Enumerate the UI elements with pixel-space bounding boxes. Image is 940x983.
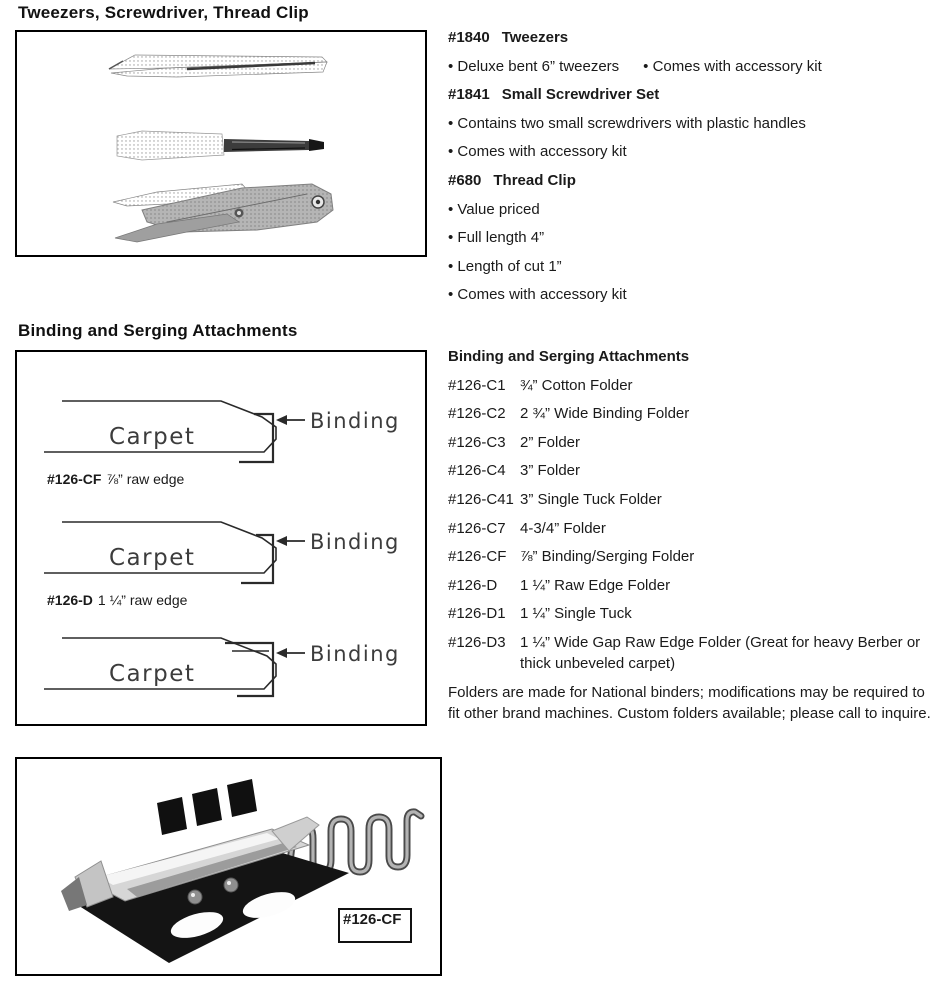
folders-note: Folders are made for National binders; modifications may be required to fit other brand machines. Custom folders available; please call to inquire.	[448, 683, 931, 723]
carpet-label: Carpet	[109, 545, 196, 571]
diagram-caption-code: #126-CF	[47, 471, 102, 487]
product-bullet: • Comes with accessory kit	[643, 57, 822, 75]
product-code: #680	[448, 171, 482, 189]
arrow-left-icon	[276, 536, 287, 546]
list-item	[448, 375, 934, 396]
screw-glint	[227, 881, 231, 885]
list-item	[448, 432, 934, 453]
product-code: #1840	[448, 29, 490, 46]
product-heading	[448, 84, 934, 105]
carpet-label: Carpet	[109, 424, 196, 450]
binding-list-heading: Binding and Serging Attachments	[448, 348, 690, 365]
product-bullet: • Contains two small screwdrivers with plastic handles	[448, 114, 806, 132]
folder-photo-box	[15, 757, 442, 976]
carpet-binding-diagram	[29, 389, 423, 469]
binding-label: Binding	[310, 530, 400, 554]
photo-part-label	[338, 908, 412, 943]
item-desc: ¾” Cotton Folder	[520, 376, 633, 394]
item-code: #126-D1	[448, 605, 506, 623]
product-bullet: • Deluxe bent 6” tweezers	[448, 57, 620, 75]
diagram-126-cf	[29, 389, 423, 487]
list-item	[448, 632, 934, 674]
product-bullet: • Comes with accessory kit	[448, 286, 627, 304]
binding-label: Binding	[310, 642, 400, 666]
list-item	[448, 575, 934, 596]
product-name: Tweezers	[501, 29, 569, 46]
item-code: #126-CF	[448, 548, 507, 566]
binding-list	[448, 346, 934, 725]
screw	[188, 890, 202, 904]
diagram-caption-code: #126-D	[47, 592, 93, 608]
product-name: Thread Clip	[493, 171, 576, 189]
arrow-left-icon	[276, 648, 287, 658]
item-desc: 3” Single Tuck Folder	[520, 490, 662, 508]
diagram-single-tuck	[29, 626, 423, 706]
photo-part-label-text: #126-CF	[343, 911, 402, 928]
folder-tab	[227, 779, 257, 817]
arrow-left-icon	[276, 415, 287, 425]
diagram-126-d	[29, 510, 423, 608]
item-desc: 1 ¼” Single Tuck	[520, 605, 632, 623]
item-code: #126-D	[448, 576, 498, 594]
product-bullet: • Length of cut 1”	[448, 257, 562, 275]
folder-tab	[157, 797, 187, 835]
diagram-caption-text: 1 ¼” raw edge	[97, 592, 188, 608]
item-desc: 2” Folder	[520, 433, 581, 451]
binding-label: Binding	[310, 409, 400, 433]
item-desc: 2 ¾” Wide Binding Folder	[520, 405, 690, 423]
diagram-caption-text: ⅞” raw edge	[106, 471, 185, 487]
carpet-label: Carpet	[109, 661, 196, 687]
item-code: #126-C2	[448, 405, 506, 423]
item-code: #126-C3	[448, 433, 506, 451]
item-code: #126-C7	[448, 519, 506, 537]
carpet-binding-diagram	[29, 510, 423, 590]
product-bullet: • Value priced	[448, 200, 540, 218]
item-code: #126-C1	[448, 376, 506, 394]
tools-image-box	[15, 30, 427, 257]
product-bullet: • Comes with accessory kit	[448, 143, 627, 161]
list-item	[448, 603, 934, 624]
tweezers-image	[109, 55, 327, 77]
item-desc: ⅞” Binding/Serging Folder	[520, 548, 695, 566]
item-code: #126-C41	[448, 490, 514, 508]
item-code: #126-C4	[448, 462, 506, 480]
item-desc: 3” Folder	[520, 462, 581, 480]
product-code: #1841	[448, 86, 490, 104]
list-item	[448, 489, 934, 510]
product-name: Small Screwdriver Set	[501, 86, 660, 104]
item-code: #126-D3	[448, 633, 506, 651]
list-item	[448, 546, 934, 567]
item-desc: 4-3/4” Folder	[520, 519, 606, 537]
screw-glint	[191, 893, 195, 897]
binding-diagram-box	[15, 350, 427, 726]
list-item	[448, 403, 934, 424]
list-item	[448, 518, 934, 539]
diagram-caption	[47, 471, 423, 487]
carpet-binding-diagram	[29, 626, 423, 706]
product-bullet: • Full length 4”	[448, 229, 545, 247]
diagram-caption	[47, 592, 423, 608]
product-bullet-row	[448, 56, 934, 77]
product-heading	[448, 27, 934, 48]
section-title-binding: Binding and Serging Attachments	[18, 321, 298, 340]
list-item	[448, 460, 934, 481]
tools-details	[448, 27, 934, 313]
product-heading	[448, 170, 934, 191]
folder-tab	[192, 788, 222, 826]
thread-clip-image	[113, 184, 333, 242]
item-desc: 1 ¼” Raw Edge Folder	[520, 576, 671, 594]
tools-illustration	[17, 32, 425, 255]
screwdriver-image	[117, 131, 324, 160]
screw	[224, 878, 238, 892]
item-desc: 1 ¼” Wide Gap Raw Edge Folder (Great for heavy Berber or thick unbeveled carpet)	[520, 633, 921, 672]
section-title-tools: Tweezers, Screwdriver, Thread Clip	[18, 3, 309, 22]
